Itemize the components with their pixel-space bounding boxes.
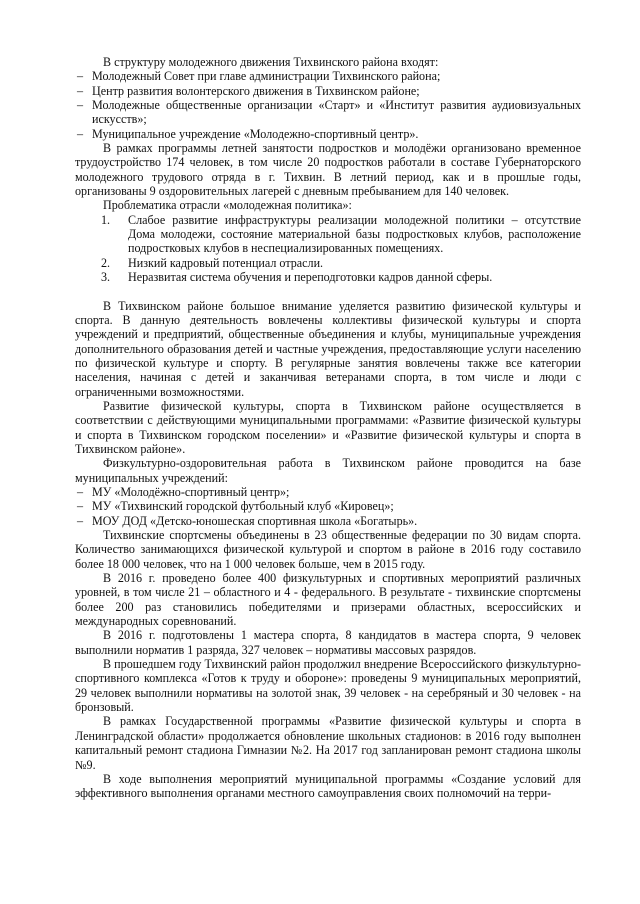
municipal-program-paragraph: В ходе выполнения мероприятий муниципальной программы «Создание условий для эффективного выполнения органами местного самоуправления своих полномочий на терри- bbox=[75, 771, 581, 801]
list-item-text: Муниципальное учреждение «Молодежно-спортивный центр». bbox=[92, 126, 419, 141]
problems-list bbox=[75, 213, 581, 285]
list-item bbox=[75, 98, 581, 127]
list-item bbox=[101, 256, 581, 270]
stadiums-paragraph: В рамках Государственной программы «Развитие физической культуры и спорта в Ленинградской области» продолжается обновление школьных стадионов: в 2016 году выполнен капитальный ремонт стадиона Гимназии №2. На 2017 год запланирован ремонт стадиона школы №9. bbox=[75, 714, 581, 772]
list-item bbox=[75, 499, 581, 513]
events-2016-paragraph: В 2016 г. проведено более 400 физкультурных и спортивных мероприятий различных уровней, в том числе 21 – областного и 4 - федерального. В результате - тихвинские спортсмены более 200 раз становились победителями и призерами областных, всероссийских и международных соревнований. bbox=[75, 571, 581, 629]
gto-paragraph: В прошедшем году Тихвинский район продолжил внедрение Всероссийского физкультурно-спортивного комплекса «Готов к труду и обороне»: проведены 9 муниципальных мероприятий, 29 человек выполнили нормативы на золотой знак, 39 человек - на серебряный и 30 человек - на бронзовый. bbox=[75, 657, 581, 715]
list-number: 1. bbox=[101, 212, 111, 227]
dash-bullet: – bbox=[77, 513, 84, 528]
masters-2016-paragraph: В 2016 г. подготовлены 1 мастера спорта, 8 кандидатов в мастера спорта, 9 человек выполнили норматив 1 разряда, 327 человек – нормативы массовых разрядов. bbox=[75, 628, 581, 657]
list-item bbox=[75, 127, 581, 141]
list-item-text: Неразвитая система обучения и переподготовки кадров данной сферы. bbox=[128, 270, 493, 285]
list-item-text: МОУ ДОД «Детско-юношеская спортивная школа «Богатырь». bbox=[92, 513, 418, 528]
list-item bbox=[75, 69, 581, 83]
sport-base-heading: Физкультурно-оздоровительная работа в Тихвинском районе проводится на базе муниципальных учреждений: bbox=[75, 456, 581, 485]
list-item bbox=[75, 514, 581, 528]
sport-intro-paragraph: В Тихвинском районе большое внимание уделяется развитию физической культуры и спорта. В данную деятельность вовлечены коллективы физической культуры и спорта учреждений и предприятий, общественные объединения и клубы, муниципальные учреждения дополнительного образования детей и частные учреждения, предоставляющие услуги населению по физической культуре и спорту. В регулярные занятия вовлечены также все категории населения, начиная с детей и заканчивая ветеранами спорта, в том числе и люди с ограниченными возможностями. bbox=[75, 298, 581, 399]
dash-bullet: – bbox=[77, 126, 84, 141]
list-item-text: Слабое развитие инфраструктуры реализации молодежной политики – отсутствие Дома молодежи, состояние материальной базы подростковых клубов, расположение подростковых клубов в неспециализированных помещениях. bbox=[128, 212, 581, 256]
section-gap bbox=[75, 285, 581, 299]
summer-employment-paragraph: В рамках программы летней занятости подростков и молодёжи организовано временное трудоустройство 174 человек, в том числе 20 подростков работали в составе Губернаторского молодежного трудового отряда в г. Тихвин. В летний период, как и в прошлые годы, организованы 9 оздоровительных лагерей с дневным пребыванием для 140 человек. bbox=[75, 141, 581, 199]
list-item bbox=[101, 270, 581, 284]
sport-institutions-list bbox=[75, 485, 581, 528]
list-item bbox=[75, 84, 581, 98]
dash-bullet: – bbox=[77, 69, 84, 84]
sport-programs-paragraph: Развитие физической культуры, спорта в Тихвинском районе осуществляется в соответствии с действующими муниципальными программами: «Развитие физической культуры и спорта в Тихвинском городском поселении» и «Развитие физической культуры и спорта в Тихвинском районе». bbox=[75, 398, 581, 456]
dash-bullet: – bbox=[77, 98, 84, 113]
list-item-text: МУ «Тихвинский городской футбольный клуб «Кировец»; bbox=[92, 499, 394, 514]
list-number: 2. bbox=[101, 255, 111, 270]
list-item-text: Центр развития волонтерского движения в Тихвинском районе; bbox=[92, 83, 420, 98]
document-page bbox=[75, 55, 581, 801]
dash-bullet: – bbox=[77, 499, 84, 514]
list-item-text: Низкий кадровый потенциал отрасли. bbox=[128, 255, 324, 270]
dash-bullet: – bbox=[77, 484, 84, 499]
list-item-text: МУ «Молодёжно-спортивный центр»; bbox=[92, 484, 290, 499]
youth-structure-intro: В структуру молодежного движения Тихвинского района входят: bbox=[103, 55, 439, 69]
list-number: 3. bbox=[101, 270, 111, 285]
youth-structure-list bbox=[75, 69, 581, 141]
list-item-text: Молодежный Совет при главе администрации Тихвинского района; bbox=[92, 69, 441, 84]
federations-paragraph: Тихвинские спортсмены объединены в 23 общественные федерации по 30 видам спорта. Количество занимающихся физической культурой и спортом в районе в 2016 году составило более 18 000 человек, что на 1 000 человек больше, чем в 2015 году. bbox=[75, 528, 581, 571]
list-item bbox=[101, 213, 581, 256]
list-item-text: Молодежные общественные организации «Старт» и «Институт развития аудиовизуальных искусств»; bbox=[92, 98, 581, 127]
list-item bbox=[75, 485, 581, 499]
dash-bullet: – bbox=[77, 83, 84, 98]
problems-heading: Проблематика отрасли «молодежная политика»: bbox=[103, 198, 352, 213]
